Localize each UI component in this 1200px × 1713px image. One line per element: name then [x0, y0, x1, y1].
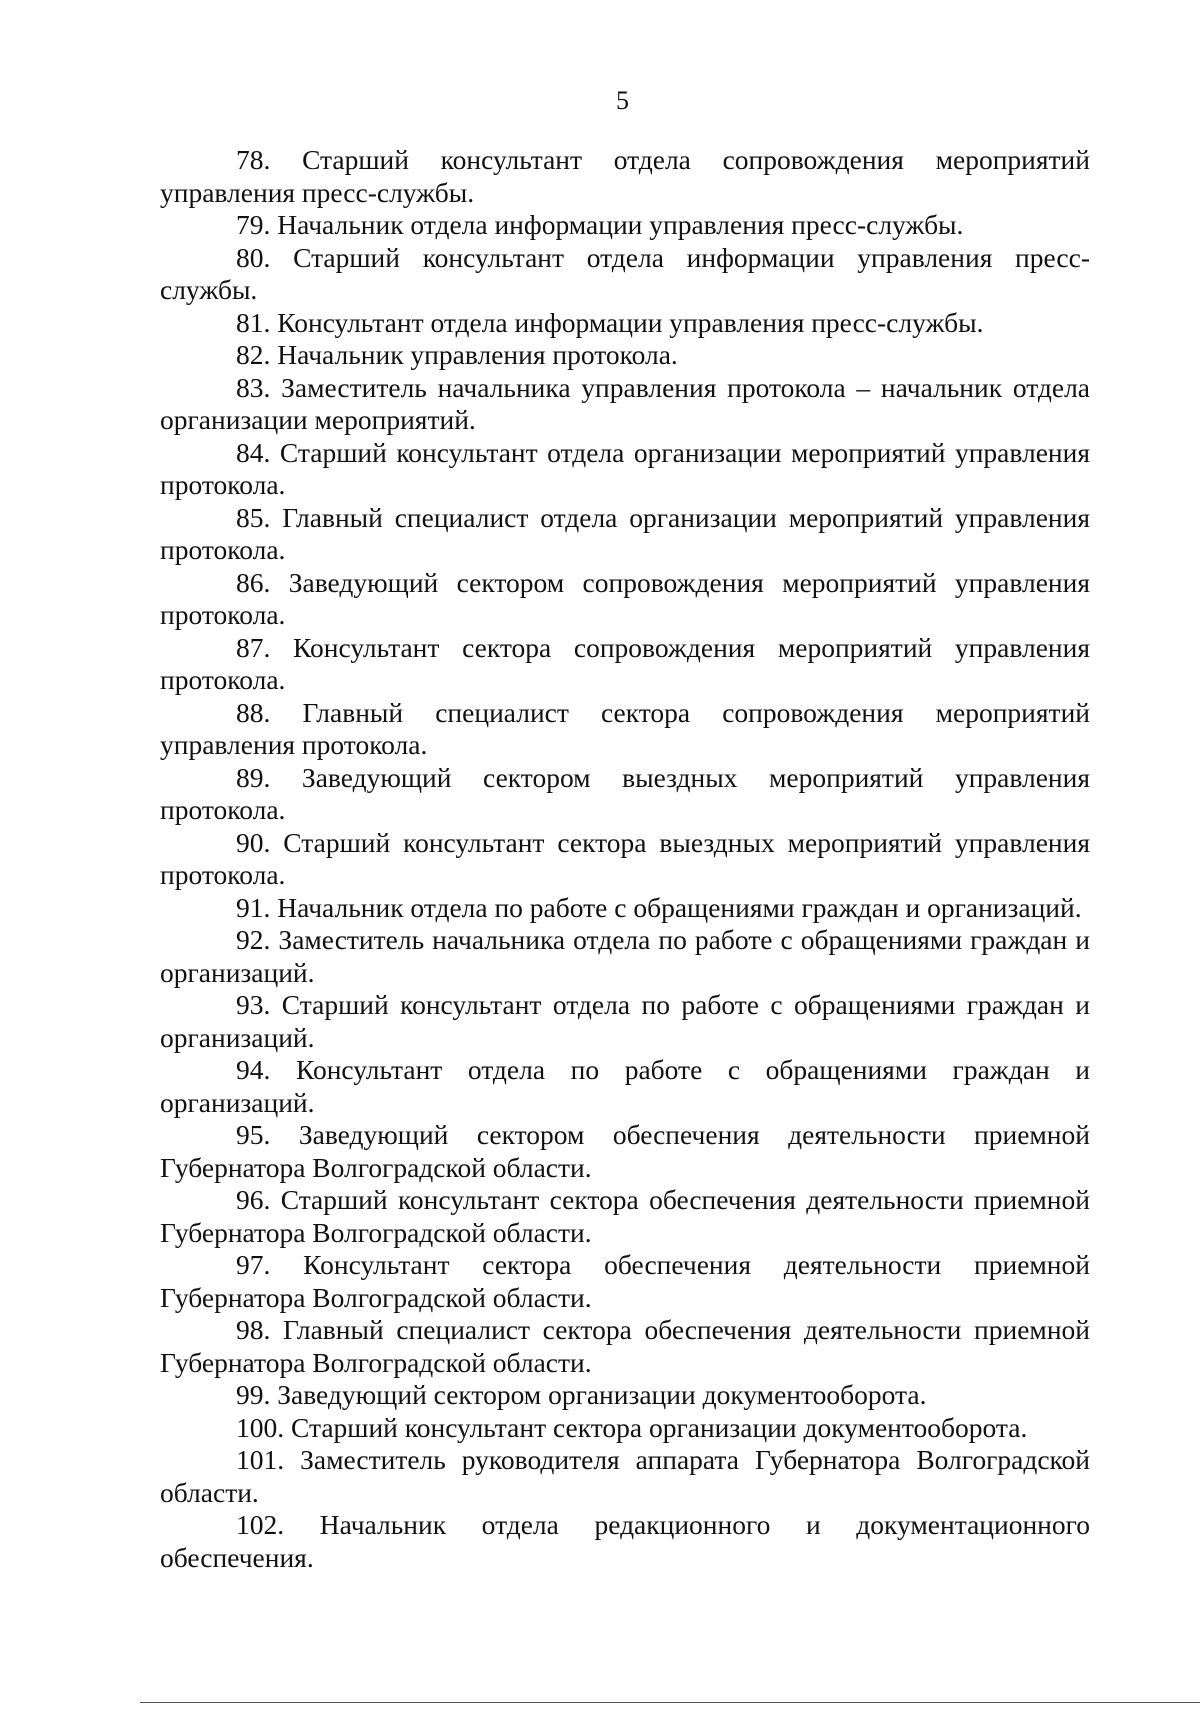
list-item: 102. Начальник отдела редакционного и документационного обеспечения. — [160, 1509, 1090, 1573]
list-item: 79. Начальник отдела информации управления пресс-службы. — [236, 209, 964, 240]
position-list — [160, 144, 1090, 1574]
list-item: 88. Главный специалист сектора сопровождения мероприятий управления протокола. — [160, 696, 1090, 760]
list-item: 96. Старший консультант сектора обеспечения деятельности приемной Губернатора Волгоградской области. — [160, 1184, 1090, 1248]
list-item: 90. Старший консультант сектора выездных мероприятий управления протокола. — [160, 826, 1090, 890]
list-item: 87. Консультант сектора сопровождения мероприятий управления протокола. — [160, 631, 1090, 695]
list-item: 81. Консультант отдела информации управления пресс-службы. — [236, 306, 984, 338]
list-item: 84. Старший консультант отдела организации мероприятий управления протокола. — [160, 436, 1090, 500]
list-item: 82. Начальник управления протокола. — [236, 339, 678, 370]
list-item: 93. Старший консультант отдела по работе с обращениями граждан и организаций. — [160, 989, 1090, 1053]
list-item: 100. Старший консультант сектора организации документооборота. — [236, 1411, 1028, 1443]
list-item: 91. Начальник отдела по работе с обращениями граждан и организаций. — [236, 891, 1082, 923]
list-item: 89. Заведующий сектором выездных мероприятий управления протокола. — [160, 761, 1090, 825]
scan-edge-line — [140, 1702, 1200, 1703]
list-item: 85. Главный специалист отдела организации мероприятий управления протокола. — [160, 501, 1090, 565]
list-item: 92. Заместитель начальника отдела по работе с обращениями граждан и организаций. — [160, 924, 1090, 988]
list-item: 83. Заместитель начальника управления протокола – начальник отдела организации мероприятий. — [160, 371, 1090, 435]
list-item: 86. Заведующий сектором сопровождения мероприятий управления протокола. — [160, 566, 1090, 630]
list-item: 94. Консультант отдела по работе с обращениями граждан и организаций. — [160, 1054, 1090, 1118]
page-number: 5 — [616, 86, 629, 115]
list-item: 98. Главный специалист сектора обеспечения деятельности приемной Губернатора Волгоградской области. — [160, 1314, 1090, 1378]
list-item: 80. Старший консультант отдела информации управления пресс-службы. — [160, 241, 1090, 305]
list-item: 101. Заместитель руководителя аппарата Губернатора Волгоградской области. — [160, 1444, 1090, 1508]
list-item: 95. Заведующий сектором обеспечения деятельности приемной Губернатора Волгоградской области. — [160, 1119, 1090, 1183]
list-item: 97. Консультант сектора обеспечения деятельности приемной Губернатора Волгоградской области. — [160, 1249, 1090, 1313]
list-item: 99. Заведующий сектором организации документооборота. — [236, 1379, 927, 1410]
list-item: 78. Старший консультант отдела сопровождения мероприятий управления пресс-службы. — [160, 144, 1090, 208]
